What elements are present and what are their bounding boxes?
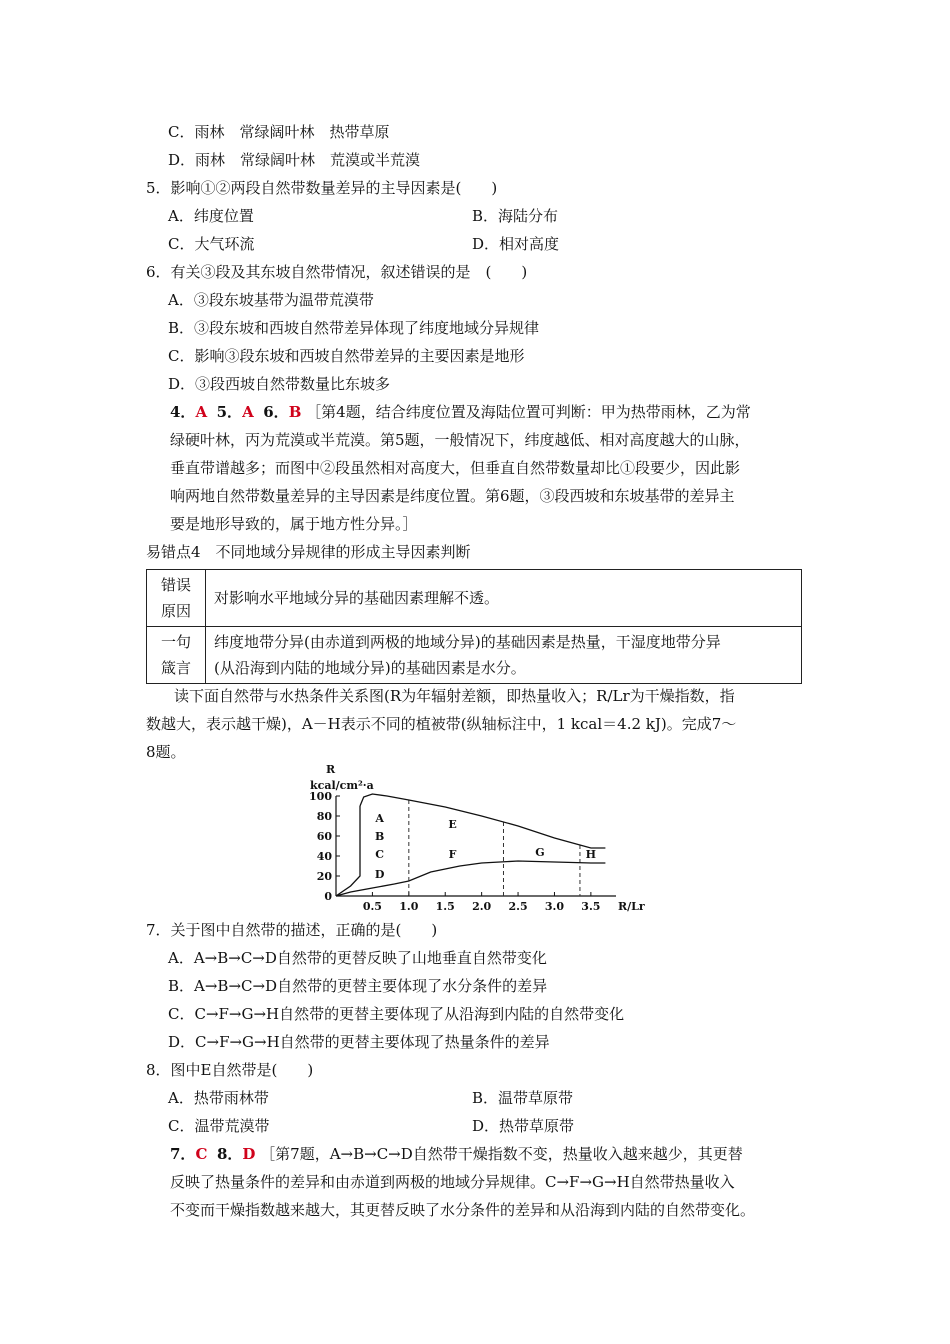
- answer-line: [170, 1144, 743, 1164]
- option-d: D．雨林 常绿阔叶林 荒漠或半荒漠: [168, 151, 421, 169]
- answer-explanation: 绿硬叶林，丙为荒漠或半荒漠。第5题，一般情况下，纬度越低、相对高度越大的山脉，: [170, 431, 750, 449]
- answer-explanation: ［第7题，A→B→C→D自然带干燥指数不变，热量收入越来越少，其更替: [260, 1145, 743, 1163]
- answer-explanation: 垂直带谱越多；而图中②段虽然相对高度大，但垂直自然带数量却比①段要少，因此影: [170, 459, 741, 477]
- chart: [300, 758, 660, 914]
- zone-label: A: [375, 812, 384, 825]
- x-tick-label: 1.5: [435, 900, 455, 913]
- zone-label: D: [374, 868, 385, 881]
- y-axis-unit: kcal/cm²·a: [310, 779, 374, 792]
- intro-text: 读下面自然带与水热条件关系图(R为年辐射差额，即热量收入；R/Lr为干燥指数，指: [174, 687, 735, 705]
- y-tick-label: 20: [316, 870, 332, 883]
- note-table: [146, 569, 802, 684]
- question-5: 5．影响①②两段自然带数量差异的主导因素是( ): [146, 179, 498, 197]
- answer-number: 8．: [216, 1145, 243, 1163]
- answer-choice: A: [242, 403, 254, 421]
- intro-text: 数越大，表示越干燥)，A－H表示不同的植被带(纵轴标注中，1 kcal＝4.2 kJ)。完成7～: [146, 715, 737, 733]
- section-title: 易错点4 不同地域分异规律的形成主导因素判断: [146, 543, 471, 561]
- x-tick-label: 2.5: [508, 900, 528, 913]
- option-a: A．A→B→C→D自然带的更替反映了山地垂直自然带变化: [168, 949, 547, 967]
- answer-explanation: 要是地形导致的，属于地方性分异。］: [170, 515, 418, 533]
- note-content: 纬度地带分异(由赤道到两极的地域分异)的基础因素是热量，干湿度地带分异 (从沿海到内陆的地域分异)的基础因素是水分。: [206, 627, 802, 684]
- option-c: C．C→F→G→H自然带的更替主要体现了从沿海到内陆的自然带变化: [168, 1005, 625, 1023]
- y-tick-label: 0: [324, 890, 332, 903]
- option-a: A．纬度位置: [168, 207, 254, 225]
- option-b: B．③段东坡和西坡自然带差异体现了纬度地域分异规律: [168, 319, 540, 337]
- answer-explanation: 反映了热量条件的差异和由赤道到两极的地域分异规律。C→F→G→H自然带热量收入: [170, 1173, 735, 1191]
- option-a: A．热带雨林带: [168, 1089, 269, 1107]
- answer-explanation: 响两地自然带数量差异的主导因素是纬度位置。第6题，③段西坡和东坡基带的差异主: [170, 487, 735, 505]
- answer-number: 6．: [263, 403, 289, 421]
- x-tick-label: 3.0: [544, 900, 565, 913]
- answer-number: 5．: [216, 403, 243, 421]
- answer-choice: D: [242, 1145, 256, 1163]
- answer-choice: B: [288, 403, 302, 421]
- zone-label: F: [448, 848, 457, 861]
- answer-explanation: 不变而干燥指数越来越大，其更替反映了水分条件的差异和从沿海到内陆的自然带变化。: [170, 1201, 756, 1219]
- y-tick-label: 80: [316, 810, 332, 823]
- answer-explanation: ［第4题，结合纬度位置及海陆位置可判断：甲为热带雨林，乙为常: [306, 403, 751, 421]
- y-tick-label: 40: [316, 850, 332, 863]
- answer-number: 4．: [170, 403, 196, 421]
- zone-label: B: [375, 830, 385, 843]
- option-c: C．大气环流: [168, 235, 255, 253]
- option-d: D．C→F→G→H自然带的更替主要体现了热量条件的差异: [168, 1033, 550, 1051]
- option-d: D．③段西坡自然带数量比东坡多: [168, 375, 391, 393]
- answer-choice: A: [195, 403, 208, 421]
- y-tick-label: 60: [316, 830, 332, 843]
- note-header: 一句 箴言: [147, 627, 206, 684]
- note-header: 错误 原因: [147, 570, 206, 627]
- zone-label: G: [535, 846, 545, 859]
- option-b: B．海陆分布: [472, 207, 559, 225]
- x-axis-label: R/Lr: [618, 900, 645, 913]
- x-tick-label: 3.5: [581, 900, 601, 913]
- question-6: 6．有关③段及其东坡自然带情况，叙述错误的是 ( ): [146, 263, 528, 281]
- y-axis-label: R: [326, 763, 336, 776]
- option-c: C．温带荒漠带: [168, 1117, 270, 1135]
- question-8: 8．图中E自然带是( ): [146, 1061, 314, 1079]
- question-7: 7．关于图中自然带的描述，正确的是( ): [146, 921, 438, 939]
- y-tick-label: 100: [309, 790, 332, 803]
- series-line-upper: [360, 794, 605, 848]
- x-tick-label: 0.5: [362, 900, 382, 913]
- option-c: C．雨林 常绿阔叶林 热带草原: [168, 123, 390, 141]
- zone-label: H: [585, 848, 597, 861]
- x-tick-label: 2.0: [472, 900, 492, 913]
- option-b: B．A→B→C→D自然带的更替主要体现了水分条件的差异: [168, 977, 548, 995]
- answer-number: 7．: [170, 1145, 196, 1163]
- option-d: D．热带草原带: [472, 1117, 575, 1135]
- note-content: 对影响水平地域分异的基础因素理解不透。: [206, 570, 802, 627]
- x-tick-label: 1.0: [399, 900, 419, 913]
- option-b: B．温带草原带: [472, 1089, 574, 1107]
- intro-text: 8题。: [146, 743, 186, 761]
- option-c: C．影响③段东坡和西坡自然带差异的主要因素是地形: [168, 347, 525, 365]
- answer-choice: C: [195, 1145, 208, 1163]
- series-line-left-boundary: [336, 806, 360, 896]
- answer-line: [170, 402, 751, 422]
- zone-label: C: [375, 848, 385, 861]
- zone-label: E: [448, 818, 457, 831]
- option-d: D．相对高度: [472, 235, 560, 253]
- option-a: A．③段东坡基带为温带荒漠带: [168, 291, 374, 309]
